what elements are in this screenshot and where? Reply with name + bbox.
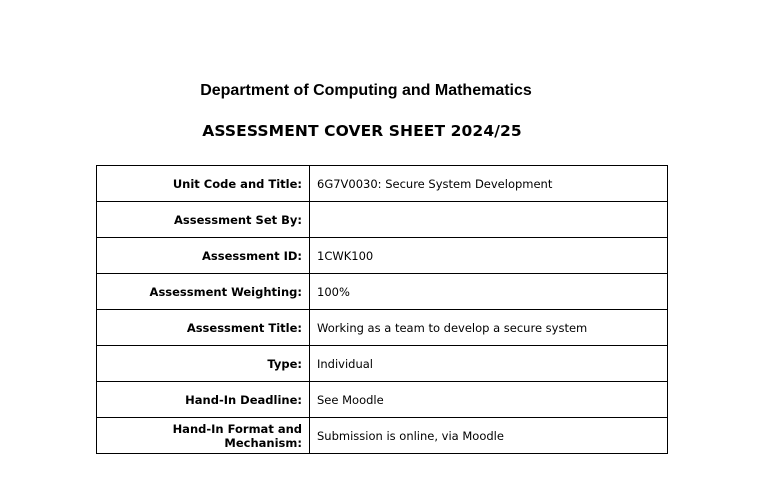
row-value-type: Individual <box>310 346 668 382</box>
table-row-unit-code <box>97 166 668 202</box>
row-value-set-by <box>310 202 668 238</box>
table-row-set-by <box>97 202 668 238</box>
row-value-format: Submission is online, via Moodle <box>310 418 668 454</box>
row-label-unit-code: Unit Code and Title: <box>97 166 310 202</box>
table-row-type <box>97 346 668 382</box>
department-heading: Department of Computing and Mathematics <box>200 82 532 99</box>
row-label-assessment-title: Assessment Title: <box>97 310 310 346</box>
row-value-unit-code: 6G7V0030: Secure System Development <box>310 166 668 202</box>
row-label-deadline: Hand-In Deadline: <box>97 382 310 418</box>
table-row-format <box>97 418 668 454</box>
row-label-weighting: Assessment Weighting: <box>97 274 310 310</box>
row-label-format: Hand-In Format and Mechanism: <box>97 418 310 454</box>
cover-sheet-title: ASSESSMENT COVER SHEET 2024/25 <box>202 122 522 140</box>
row-label-type: Type: <box>97 346 310 382</box>
row-value-deadline: See Moodle <box>310 382 668 418</box>
table-row-assessment-id <box>97 238 668 274</box>
table-row-weighting <box>97 274 668 310</box>
row-label-assessment-id: Assessment ID: <box>97 238 310 274</box>
table-row-deadline <box>97 382 668 418</box>
assessment-details-table <box>96 165 668 454</box>
row-value-weighting: 100% <box>310 274 668 310</box>
table-row-assessment-title <box>97 310 668 346</box>
row-label-set-by: Assessment Set By: <box>97 202 310 238</box>
row-value-assessment-title: Working as a team to develop a secure system <box>310 310 668 346</box>
row-value-assessment-id: 1CWK100 <box>310 238 668 274</box>
